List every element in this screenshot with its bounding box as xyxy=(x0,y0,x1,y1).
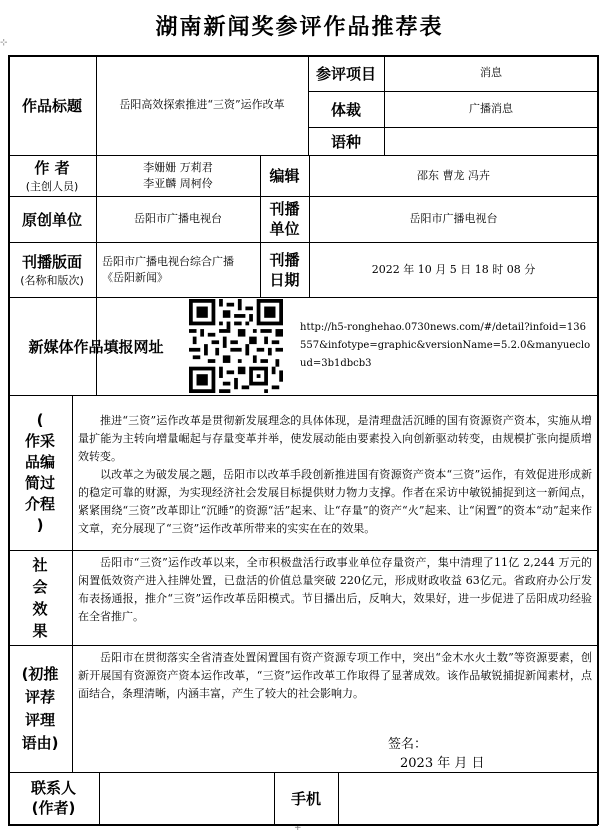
phone-value[interactable] xyxy=(338,772,598,824)
authors-line-2: 李亚麟 周柯伶 xyxy=(143,176,213,190)
author-sublabel: (主创人员) xyxy=(25,180,79,193)
pub-date-value: 2022 年 10 月 5 日 18 时 08 分 xyxy=(371,262,536,276)
contact-label xyxy=(8,772,99,824)
effect-label-line-3: 效 xyxy=(32,599,48,618)
authors-line-1: 李姗姗 万莉君 xyxy=(143,160,213,174)
pub-date-label-line-2: 日期 xyxy=(269,270,300,289)
language-value xyxy=(384,127,598,155)
intro-paragraph-2: 以改革之为破发展之题，岳阳市以改革手段创新推进国有资源资产资本“三资”运作，有效促进形成新的稳定可靠的财源，为实现经济社会发展目标提供财力物力支撑。作者在采访中敏锐捕捉到这一新闻点，紧紧围绕“三资”改革即让“沉睡”的资源“活”起来、让“存量”的资产“火”起来、让“闲置”的资本“动”起来作文章，充分展现了“三资”运作改革所带来的实实在在的效果。 xyxy=(78,467,592,535)
layout-sublabel: (名称和版次) xyxy=(20,274,84,287)
language-label: 语种 xyxy=(330,132,361,151)
signature-date: 2023 年 月 日 xyxy=(400,756,485,771)
url-label: 新媒体作品填报网址 xyxy=(28,337,164,356)
contact-value[interactable] xyxy=(99,772,274,824)
review-label-line-4: 语由) xyxy=(21,733,59,752)
phone-label: 手机 xyxy=(290,789,321,808)
intro-label-line-6: ) xyxy=(36,515,44,534)
genre-value: 广播消息 xyxy=(469,102,513,115)
review-label xyxy=(8,645,72,772)
review-label-line-1: (初推 xyxy=(21,664,59,683)
intro-paragraph-1: 推进“三资”运作改革是贯彻新发展理念的具体体现，是清理盘活沉睡的国有资源资产资本，实施从增量扩能为主转向增量崛起与存量变革并举，使发展动能由要素投入向创新驱动转变，由规模扩张向提质增效转变。 xyxy=(78,413,592,463)
pub-unit-label-line-2: 单位 xyxy=(269,220,300,238)
contact-label-line-1: 联系人 xyxy=(30,779,76,797)
row-add-icon[interactable]: + xyxy=(294,823,302,833)
effect-label-line-2: 会 xyxy=(32,577,48,596)
effect-label-line-4: 果 xyxy=(32,621,48,640)
signature-label: 签名： xyxy=(388,737,428,752)
table-move-handle-icon[interactable]: ⊹ xyxy=(0,38,8,48)
pub-date-label-line-1: 刊播 xyxy=(269,250,300,269)
pub-unit-label-line-1: 刊播 xyxy=(269,200,300,218)
intro-label-line-5: 介程 xyxy=(24,494,55,513)
work-title-value: 岳阳高效探索推进“三资”运作改革 xyxy=(119,98,285,111)
intro-label-line-4: 简过 xyxy=(24,473,55,492)
intro-text xyxy=(72,395,598,550)
layout-label: 刊播版面 xyxy=(21,253,82,271)
pub-date-label xyxy=(260,242,309,297)
unit-label: 原创单位 xyxy=(21,210,82,229)
effect-paragraph: 岳阳市“三资”运作改革以来，全市积极盘活行政事业单位存量资产，集中清理了11亿 2,244 万元的闲置低效资产进入挂牌处置，已盘活的价值总量突破 220亿元，形成财政收益 63亿元。省政府办公厅发布表扬通报，推介“三资”运作改革岳阳模式。节目播出后，反响大，效果好，进一步促进了岳阳成功经验在全省推广。 xyxy=(78,556,592,623)
effect-label-line-1: 社 xyxy=(32,555,48,574)
review-label-line-2: 评荐 xyxy=(24,687,55,706)
url-value[interactable]: http://h5-ronghehao.0730news.com/#/detail?infoid=136557&infotype=graphic&versionName=5.2.0&manyuecloud=3b1dbcb3 xyxy=(300,322,591,369)
work-title-label: 作品标题 xyxy=(21,96,82,115)
review-label-line-3: 评理 xyxy=(24,710,55,729)
unit-value: 岳阳市广播电视台 xyxy=(134,212,222,225)
author-label-cell xyxy=(8,155,96,196)
authors-value xyxy=(96,155,260,196)
contact-label-line-2: (作者) xyxy=(31,799,76,817)
genre-label: 体裁 xyxy=(330,100,361,119)
editors-value: 邵东 曹龙 冯卉 xyxy=(417,168,490,182)
layout-label-cell xyxy=(8,242,96,297)
effect-text xyxy=(72,550,598,645)
item-label: 参评项目 xyxy=(315,64,376,83)
pub-unit-label xyxy=(260,196,309,242)
review-paragraph: 岳阳市在贯彻落实全省清查处置闲置国有资产资源专项工作中，突出“金木水火土数”等资源要素，创新开展国有资源资产资本运作改革，“三资”运作改革工作取得了显著成效。该作品敏锐捕捉新闻素材，点面结合，条理清晰，内涵丰富，产生了较大的社会影响力。 xyxy=(78,651,592,700)
form-title: 湖南新闻奖参评作品推荐表 xyxy=(155,15,444,40)
author-label: 作 者 xyxy=(34,159,70,177)
intro-label-line-1: ( xyxy=(36,410,44,429)
intro-label-line-3: 品编 xyxy=(24,452,55,471)
editor-label: 编辑 xyxy=(269,167,300,185)
item-value: 消息 xyxy=(480,66,502,79)
effect-label xyxy=(8,550,72,645)
pub-unit-value: 岳阳市广播电视台 xyxy=(409,212,498,225)
intro-label-line-2: 作采 xyxy=(24,431,55,450)
review-text xyxy=(72,645,598,725)
recommendation-table xyxy=(8,55,598,825)
layout-value: 岳阳市广播电视台综合广播《岳阳新闻》 xyxy=(102,254,234,284)
qr-code-image xyxy=(189,299,283,393)
intro-label xyxy=(8,395,72,550)
